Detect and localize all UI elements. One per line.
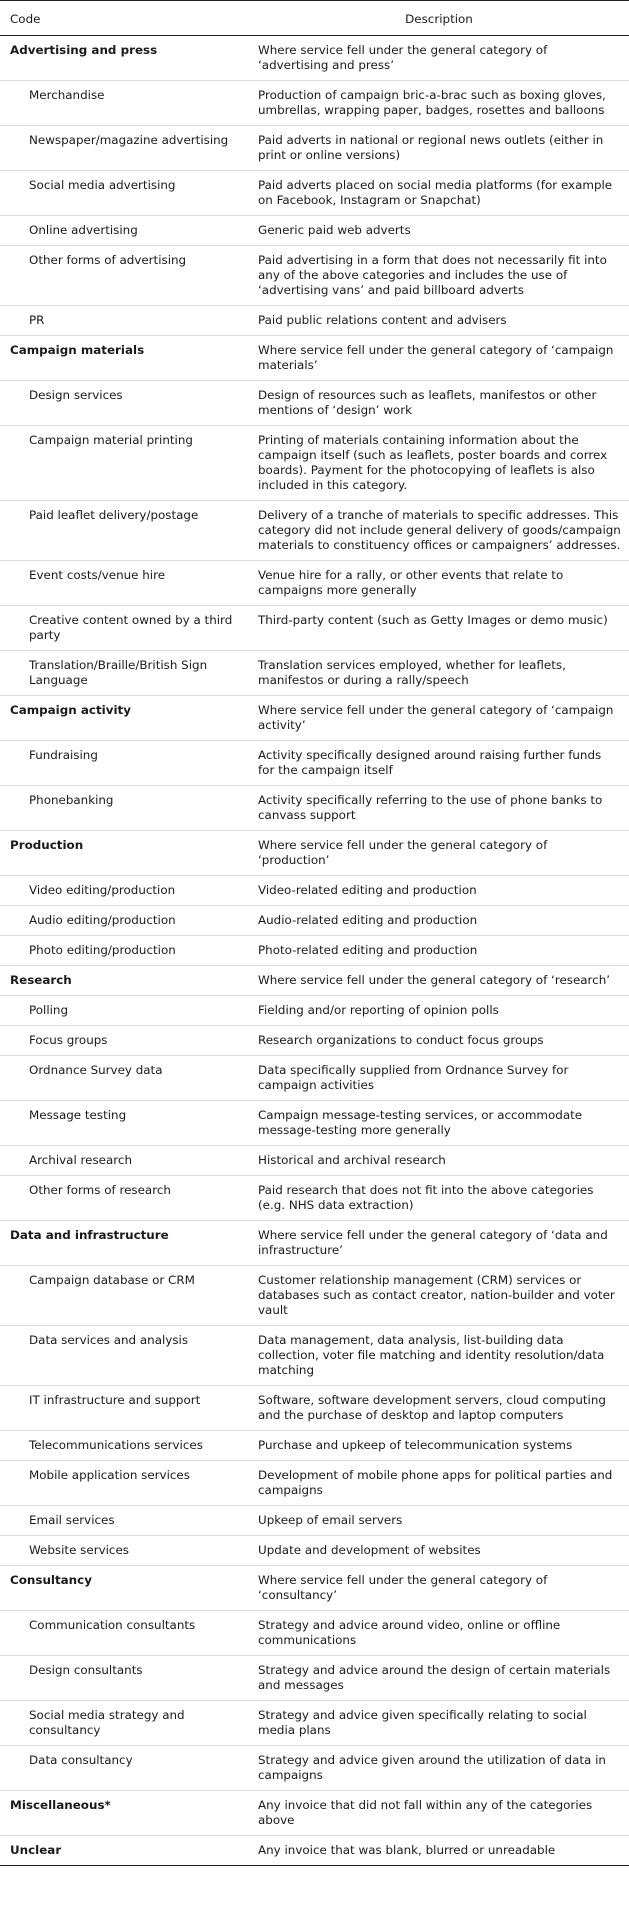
description-cell: Activity specifically designed around raising further funds for the campaign itself xyxy=(249,741,629,786)
subcategory-row xyxy=(0,501,629,561)
subcategory-code: Creative content owned by a third party xyxy=(0,606,249,651)
subcategory-code: Other forms of advertising xyxy=(0,246,249,306)
description-cell: Third-party content (such as Getty Images or demo music) xyxy=(249,606,629,651)
subcategory-row xyxy=(0,651,629,696)
subcategory-row xyxy=(0,126,629,171)
description-cell: Delivery of a tranche of materials to specific addresses. This category did not include general delivery of goods/campaign materials to constituency offices or campaigners’ addresses. xyxy=(249,501,629,561)
description-cell: Strategy and advice around the design of certain materials and messages xyxy=(249,1656,629,1701)
description-cell: Generic paid web adverts xyxy=(249,216,629,246)
description-cell: Where service fell under the general category of ‘campaign materials’ xyxy=(249,336,629,381)
subcategory-row xyxy=(0,1176,629,1221)
description-cell: Where service fell under the general category of ‘research’ xyxy=(249,966,629,996)
description-cell: Photo-related editing and production xyxy=(249,936,629,966)
description-cell: Fielding and/or reporting of opinion polls xyxy=(249,996,629,1026)
description-cell: Paid public relations content and advisers xyxy=(249,306,629,336)
description-cell: Development of mobile phone apps for political parties and campaigns xyxy=(249,1461,629,1506)
subcategory-code: Ordnance Survey data xyxy=(0,1056,249,1101)
subcategory-row xyxy=(0,1656,629,1701)
subcategory-code: Website services xyxy=(0,1536,249,1566)
subcategory-row xyxy=(0,1266,629,1326)
subcategory-code: PR xyxy=(0,306,249,336)
description-cell: Paid research that does not fit into the above categories (e.g. NHS data extraction) xyxy=(249,1176,629,1221)
description-cell: Paid adverts placed on social media platforms (for example on Facebook, Instagram or Snapchat) xyxy=(249,171,629,216)
subcategory-code: IT infrastructure and support xyxy=(0,1386,249,1431)
subcategory-code: Online advertising xyxy=(0,216,249,246)
category-row xyxy=(0,831,629,876)
subcategory-code: Telecommunications services xyxy=(0,1431,249,1461)
subcategory-row xyxy=(0,426,629,501)
subcategory-code: Design consultants xyxy=(0,1656,249,1701)
description-cell: Where service fell under the general category of ‘consultancy’ xyxy=(249,1566,629,1611)
subcategory-code: Mobile application services xyxy=(0,1461,249,1506)
subcategory-row xyxy=(0,996,629,1026)
subcategory-row xyxy=(0,1536,629,1566)
category-row xyxy=(0,1221,629,1266)
subcategory-code: Polling xyxy=(0,996,249,1026)
description-cell: Update and development of websites xyxy=(249,1536,629,1566)
subcategory-code: Audio editing/production xyxy=(0,906,249,936)
description-cell: Strategy and advice given specifically relating to social media plans xyxy=(249,1701,629,1746)
description-cell: Audio-related editing and production xyxy=(249,906,629,936)
subcategory-code: Fundraising xyxy=(0,741,249,786)
description-cell: Strategy and advice given around the utilization of data in campaigns xyxy=(249,1746,629,1791)
subcategory-row xyxy=(0,81,629,126)
category-row xyxy=(0,336,629,381)
subcategory-row xyxy=(0,1101,629,1146)
category-code: Research xyxy=(0,966,249,996)
subcategory-code: Design services xyxy=(0,381,249,426)
subcategory-row xyxy=(0,1326,629,1386)
subcategory-row xyxy=(0,906,629,936)
description-cell: Paid adverts in national or regional news outlets (either in print or online versions) xyxy=(249,126,629,171)
column-header-description: Description xyxy=(249,1,629,36)
subcategory-code: Event costs/venue hire xyxy=(0,561,249,606)
subcategory-row xyxy=(0,1746,629,1791)
subcategory-row xyxy=(0,1431,629,1461)
description-cell: Purchase and upkeep of telecommunication systems xyxy=(249,1431,629,1461)
category-row xyxy=(0,1836,629,1866)
description-cell: Any invoice that was blank, blurred or unreadable xyxy=(249,1836,629,1866)
table-header xyxy=(0,1,629,36)
subcategory-row xyxy=(0,606,629,651)
description-cell: Where service fell under the general category of ‘campaign activity’ xyxy=(249,696,629,741)
subcategory-code: Social media strategy and consultancy xyxy=(0,1701,249,1746)
category-row xyxy=(0,1566,629,1611)
description-cell: Customer relationship management (CRM) services or databases such as contact creator, nation-builder and voter vault xyxy=(249,1266,629,1326)
subcategory-code: Email services xyxy=(0,1506,249,1536)
description-cell: Where service fell under the general category of ‘data and infrastructure’ xyxy=(249,1221,629,1266)
description-cell: Campaign message-testing services, or accommodate message-testing more generally xyxy=(249,1101,629,1146)
description-cell: Printing of materials containing information about the campaign itself (such as leaflets, poster boards and correx boards). Payment for the photocopying of leaflets is also included in this category. xyxy=(249,426,629,501)
subcategory-code: Campaign database or CRM xyxy=(0,1266,249,1326)
subcategory-code: Paid leaflet delivery/postage xyxy=(0,501,249,561)
subcategory-row xyxy=(0,1386,629,1431)
subcategory-row xyxy=(0,936,629,966)
description-cell: Production of campaign bric-a-brac such as boxing gloves, umbrellas, wrapping paper, badges, rosettes and balloons xyxy=(249,81,629,126)
subcategory-code: Focus groups xyxy=(0,1026,249,1056)
subcategory-row xyxy=(0,381,629,426)
subcategory-code: Communication consultants xyxy=(0,1611,249,1656)
category-code: Consultancy xyxy=(0,1566,249,1611)
subcategory-code: Merchandise xyxy=(0,81,249,126)
header-row xyxy=(0,1,629,36)
description-cell: Activity specifically referring to the use of phone banks to canvass support xyxy=(249,786,629,831)
subcategory-code: Video editing/production xyxy=(0,876,249,906)
subcategory-row xyxy=(0,306,629,336)
subcategory-row xyxy=(0,1611,629,1656)
description-cell: Any invoice that did not fall within any of the categories above xyxy=(249,1791,629,1836)
subcategory-code: Phonebanking xyxy=(0,786,249,831)
subcategory-row xyxy=(0,561,629,606)
subcategory-row xyxy=(0,1146,629,1176)
category-code: Data and infrastructure xyxy=(0,1221,249,1266)
subcategory-code: Newspaper/magazine advertising xyxy=(0,126,249,171)
subcategory-row xyxy=(0,171,629,216)
description-cell: Historical and archival research xyxy=(249,1146,629,1176)
column-header-code: Code xyxy=(0,1,249,36)
description-cell: Strategy and advice around video, online or offline communications xyxy=(249,1611,629,1656)
subcategory-row xyxy=(0,1506,629,1536)
subcategory-code: Social media advertising xyxy=(0,171,249,216)
subcategory-row xyxy=(0,786,629,831)
description-cell: Software, software development servers, cloud computing and the purchase of desktop and laptop computers xyxy=(249,1386,629,1431)
subcategory-row xyxy=(0,216,629,246)
category-code: Miscellaneous* xyxy=(0,1791,249,1836)
description-cell: Where service fell under the general category of ‘advertising and press’ xyxy=(249,36,629,81)
subcategory-code: Archival research xyxy=(0,1146,249,1176)
category-code: Production xyxy=(0,831,249,876)
subcategory-code: Data consultancy xyxy=(0,1746,249,1791)
subcategory-row xyxy=(0,246,629,306)
subcategory-row xyxy=(0,876,629,906)
category-row xyxy=(0,1791,629,1836)
description-cell: Translation services employed, whether for leaflets, manifestos or during a rally/speech xyxy=(249,651,629,696)
description-cell: Data management, data analysis, list-building data collection, voter file matching and identity resolution/data matching xyxy=(249,1326,629,1386)
subcategory-code: Message testing xyxy=(0,1101,249,1146)
description-cell: Venue hire for a rally, or other events that relate to campaigns more generally xyxy=(249,561,629,606)
description-cell: Research organizations to conduct focus groups xyxy=(249,1026,629,1056)
description-cell: Upkeep of email servers xyxy=(249,1506,629,1536)
category-code: Unclear xyxy=(0,1836,249,1866)
subcategory-code: Data services and analysis xyxy=(0,1326,249,1386)
subcategory-row xyxy=(0,1026,629,1056)
description-cell: Data specifically supplied from Ordnance Survey for campaign activities xyxy=(249,1056,629,1101)
subcategory-row xyxy=(0,1056,629,1101)
subcategory-row xyxy=(0,1701,629,1746)
subcategory-code: Translation/Braille/British Sign Language xyxy=(0,651,249,696)
subcategory-row xyxy=(0,741,629,786)
subcategory-row xyxy=(0,1461,629,1506)
category-code: Campaign materials xyxy=(0,336,249,381)
subcategory-code: Other forms of research xyxy=(0,1176,249,1221)
category-row xyxy=(0,36,629,81)
description-cell: Where service fell under the general category of ‘production’ xyxy=(249,831,629,876)
category-code: Campaign activity xyxy=(0,696,249,741)
description-cell: Design of resources such as leaflets, manifestos or other mentions of ‘design’ work xyxy=(249,381,629,426)
table-body xyxy=(0,36,629,1866)
category-code: Advertising and press xyxy=(0,36,249,81)
category-row xyxy=(0,696,629,741)
subcategory-code: Photo editing/production xyxy=(0,936,249,966)
subcategory-code: Campaign material printing xyxy=(0,426,249,501)
description-cell: Paid advertising in a form that does not necessarily fit into any of the above categories and includes the use of ‘advertising vans’ and paid billboard adverts xyxy=(249,246,629,306)
description-cell: Video-related editing and production xyxy=(249,876,629,906)
category-row xyxy=(0,966,629,996)
